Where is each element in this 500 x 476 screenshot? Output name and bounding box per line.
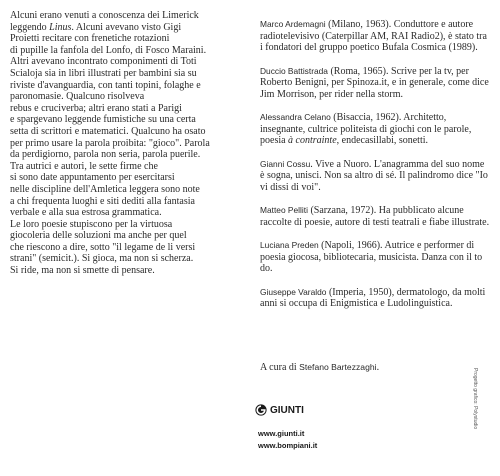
author-bio: Giuseppe Varaldo (Imperia, 1950), dermatologo, da molti anni si occupa di Enigmistica e Ludolinguistica. <box>260 286 486 309</box>
text-line: Le loro poesie stupiscono per la virtuosa <box>10 218 173 230</box>
author-bio: Alessandra Celano (Bisaccia, 1962). Architetto, insegnante, cultrice politeista di giochi con le parole, poesia à contrainte, endecasillabi, sonetti. <box>260 112 472 146</box>
author-bio: Matteo Pelliti (Sarzana, 1972). Ha pubblicato alcune raccolte di poesie, autore di testi teatrali e fiabe illustrate. <box>260 205 490 228</box>
author-name: Matteo Pelliti <box>260 205 308 215</box>
text-line: Si ride, ma non si smette di pensare. <box>10 265 155 277</box>
text-line: setta di scrittori e matematici. Qualcuno ha osato <box>10 125 206 137</box>
text-line: Proietti recitare con frenetiche rotazioni <box>10 33 170 45</box>
author-name: Luciana Preden <box>260 240 319 250</box>
giunti-logo-icon <box>255 404 267 416</box>
text-line: di pupille la fanfola del Lonfo, di Fosco Maraini. <box>10 44 207 56</box>
author-bio: Gianni Cossu. Vive a Nuoro. L'anagramma del suo nome è sogna, unisci. Non sa altro di sé. Il palindromo dice "Io vi dissi di voi". <box>260 158 488 193</box>
text-line: a chi frequenta luoghi e siti dediti alla fantasia <box>10 195 195 207</box>
text-line: e spargevano leggende fumistiche su una certa <box>10 114 196 126</box>
url-link[interactable]: www.bompiani.it <box>258 441 318 450</box>
text-line: paronomasie. Qualcuno risolveva <box>10 91 145 103</box>
design-credit: Progetto grafico: Polystudio <box>472 368 478 430</box>
publisher-urls <box>258 428 317 452</box>
text-line: che riescono a dire, sotto "il legame de li versi <box>10 241 196 253</box>
author-name: Marco Ardemagni <box>260 19 326 29</box>
text-line: Scialoja sia in libri illustrati per bambini sia su <box>10 67 197 79</box>
text-line: nelle discipline dell'Amletica leggera sono note <box>10 183 200 195</box>
text-line: leggendo Linus. Alcuni avevano visto Gigi <box>10 21 182 33</box>
author-bio: Marco Ardemagni (Milano, 1963). Conduttore e autore radiotelevisivo (Caterpillar AM, RAI Radio2), è stato tra i fondatori del gruppo poetico Bufala Cosmica (1989). <box>260 19 487 53</box>
author-name: Gianni Cossu <box>260 158 311 169</box>
logo-wordmark: GIUNTI <box>270 404 304 416</box>
author-name: Giuseppe Varaldo <box>260 286 327 297</box>
text-line: verbale e alla sua estrosa grammatica. <box>10 207 162 219</box>
author-bio: Luciana Preden (Napoli, 1966). Autrice e performer di poesia giocosa, bibliotecaria, musicista. Danza con il to do. <box>260 240 483 274</box>
text-line: Alcuni erano venuti a conoscenza dei Limerick <box>10 10 199 21</box>
publisher-logo <box>255 404 304 416</box>
description-text <box>10 10 245 277</box>
curator-credit: A cura di Stefano Bartezzaghi. <box>260 362 380 373</box>
author-name: Duccio Battistrada <box>260 65 328 76</box>
author-bios <box>260 19 490 322</box>
text-line: Altri avevano incontrato componimenti di Toti <box>10 56 197 68</box>
text-line: riviste d'avanguardia, con tanti topini, folaghe e <box>10 79 201 91</box>
url-link[interactable]: www.giunti.it <box>258 429 305 438</box>
text-line: Tra autrici e autori, le sette firme che <box>10 160 158 172</box>
text-line: giocoleria delle soluzioni ma anche per quel <box>10 230 187 242</box>
author-bio: Duccio Battistrada (Roma, 1965). Scrive per la tv, per Roberto Benigni, per Spinoza.it, e in generale, come dice Jim Morrison, per rider nella storm. <box>260 65 489 100</box>
magazine-title: Linus <box>49 21 72 33</box>
text-line: rebus e cruciverba; altri erano stati a Parigi <box>10 102 182 114</box>
curator-name: Stefano Bartezzaghi <box>299 362 377 372</box>
text-line: si sono date appuntamento per esercitarsi <box>10 172 175 184</box>
author-name: Alessandra Celano <box>260 112 331 122</box>
text-line: strani" (semicit.). Si gioca, ma non si scherza. <box>10 253 194 265</box>
text-line: per primo usare la parola proibita: "gioco". Parola <box>10 137 210 149</box>
text-line: da perdigiorno, parola non seria, parola puerile. <box>10 149 201 161</box>
